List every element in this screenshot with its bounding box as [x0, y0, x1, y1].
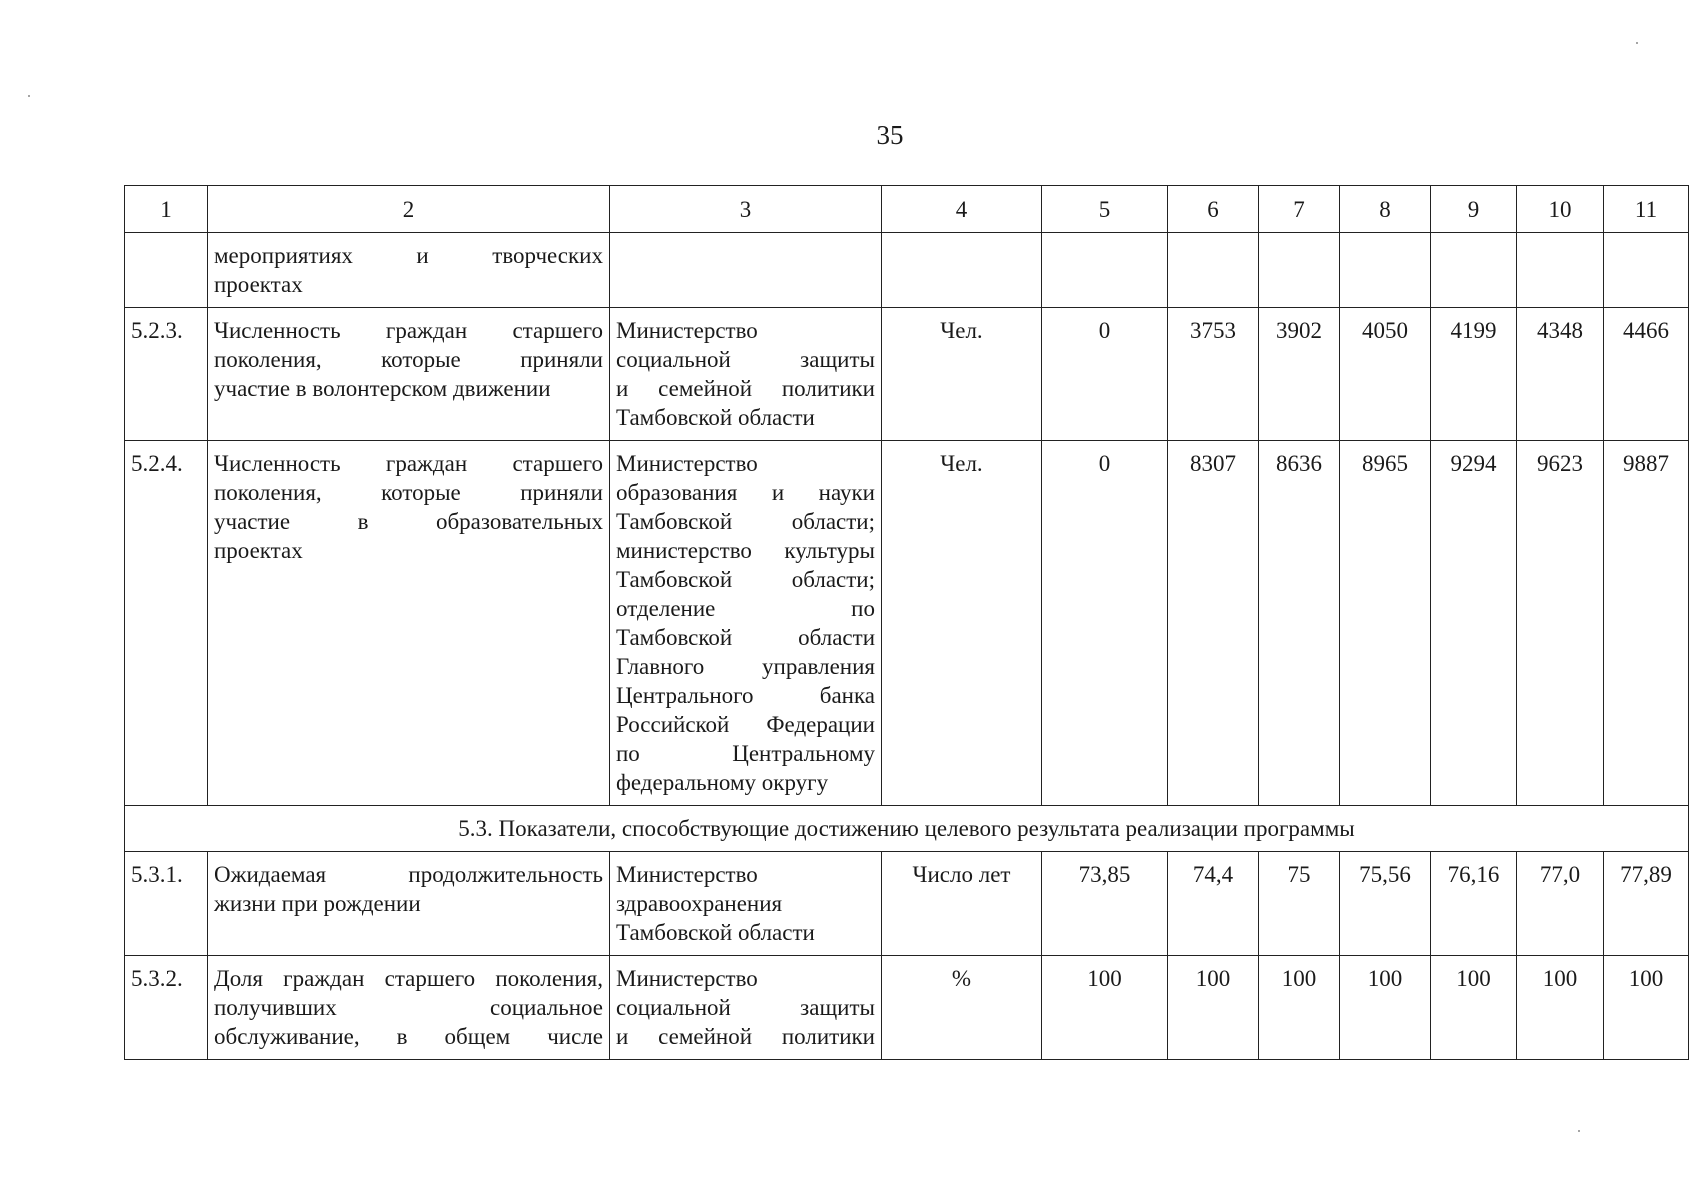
value-cell: 77,89: [1604, 852, 1689, 956]
column-header: 3: [610, 186, 882, 233]
value-cell: 8307: [1168, 441, 1259, 806]
column-header: 5: [1042, 186, 1168, 233]
value-cell: 4050: [1340, 308, 1431, 441]
cell-line: и семейной политики: [616, 1024, 875, 1049]
value-cell: 100: [1259, 956, 1340, 1060]
value-cell: [1042, 233, 1168, 308]
indicator-code: 5.3.1.: [125, 852, 208, 956]
cell-line: проектах: [214, 538, 303, 563]
responsible-body: [610, 308, 882, 441]
cell-line: министерство культуры: [616, 538, 875, 563]
column-header: 7: [1259, 186, 1340, 233]
value-cell: 9294: [1431, 441, 1517, 806]
value-cell: 4466: [1604, 308, 1689, 441]
unit-cell: Чел.: [882, 441, 1042, 806]
cell-line: обслуживание, в общем числе: [214, 1024, 603, 1049]
cell-line: Доля граждан старшего поколения,: [214, 966, 603, 991]
indicator-code: [125, 233, 208, 308]
cell-line: образования и науки: [616, 480, 875, 505]
value-cell: 3902: [1259, 308, 1340, 441]
cell-line: мероприятиях и творческих: [214, 243, 603, 268]
value-cell: 0: [1042, 308, 1168, 441]
cell-line: социальной защиты: [616, 995, 875, 1020]
value-cell: 100: [1604, 956, 1689, 1060]
value-cell: 74,4: [1168, 852, 1259, 956]
value-cell: [1431, 233, 1517, 308]
responsible-body: [610, 233, 882, 308]
value-cell: 4348: [1517, 308, 1604, 441]
value-cell: 100: [1517, 956, 1604, 1060]
cell-line: Главного управления: [616, 654, 875, 679]
table-row: [125, 852, 1689, 956]
scan-speck: [1636, 42, 1638, 44]
indicator-name: [208, 956, 610, 1060]
indicator-code: 5.2.3.: [125, 308, 208, 441]
cell-line: поколения, которые приняли: [214, 347, 603, 372]
value-cell: 75,56: [1340, 852, 1431, 956]
value-cell: 73,85: [1042, 852, 1168, 956]
table-header-row: [125, 186, 1689, 233]
value-cell: [1259, 233, 1340, 308]
value-cell: 3753: [1168, 308, 1259, 441]
unit-cell: %: [882, 956, 1042, 1060]
indicators-table: [124, 185, 1689, 1060]
indicator-code: 5.2.4.: [125, 441, 208, 806]
value-cell: 9623: [1517, 441, 1604, 806]
column-header: 6: [1168, 186, 1259, 233]
value-cell: 100: [1042, 956, 1168, 1060]
cell-line: Центрального банка: [616, 683, 875, 708]
cell-line: Численность граждан старшего: [214, 451, 603, 476]
indicator-name: [208, 233, 610, 308]
cell-line: участие в образовательных: [214, 509, 603, 534]
value-cell: [1604, 233, 1689, 308]
cell-line: Министерство: [616, 862, 758, 887]
cell-line: и семейной политики: [616, 376, 875, 401]
table-row: [125, 233, 1689, 308]
indicator-name: [208, 441, 610, 806]
cell-line: федеральному округу: [616, 770, 829, 795]
value-cell: [1340, 233, 1431, 308]
value-cell: 4199: [1431, 308, 1517, 441]
responsible-body: [610, 956, 882, 1060]
scan-speck: [1578, 1130, 1580, 1132]
table-row: [125, 441, 1689, 806]
indicator-name: [208, 308, 610, 441]
table-row: [125, 956, 1689, 1060]
column-header: 4: [882, 186, 1042, 233]
indicator-name: [208, 852, 610, 956]
value-cell: 9887: [1604, 441, 1689, 806]
value-cell: 100: [1168, 956, 1259, 1060]
value-cell: 100: [1431, 956, 1517, 1060]
value-cell: 77,0: [1517, 852, 1604, 956]
cell-line: получивших социальное: [214, 995, 603, 1020]
value-cell: 0: [1042, 441, 1168, 806]
cell-line: Министерство: [616, 318, 758, 343]
value-cell: [1517, 233, 1604, 308]
cell-line: Тамбовской области;: [616, 509, 875, 534]
cell-line: социальной защиты: [616, 347, 875, 372]
cell-line: Тамбовской области: [616, 920, 815, 945]
cell-line: Министерство: [616, 451, 758, 476]
value-cell: 8965: [1340, 441, 1431, 806]
page-number: 35: [876, 120, 904, 150]
table-row: [125, 308, 1689, 441]
column-header: 10: [1517, 186, 1604, 233]
cell-line: Численность граждан старшего: [214, 318, 603, 343]
value-cell: [1168, 233, 1259, 308]
cell-line: участие в волонтерском движении: [214, 376, 551, 401]
cell-line: жизни при рождении: [214, 891, 421, 916]
value-cell: 76,16: [1431, 852, 1517, 956]
section-title: 5.3. Показатели, способствующие достижению целевого результата реализации программы: [125, 806, 1689, 852]
cell-line: проектах: [214, 272, 303, 297]
section-row: [125, 806, 1689, 852]
column-header: 8: [1340, 186, 1431, 233]
value-cell: 8636: [1259, 441, 1340, 806]
cell-line: поколения, которые приняли: [214, 480, 603, 505]
table-body: [125, 186, 1689, 1060]
scan-speck: [28, 95, 30, 97]
value-cell: 100: [1340, 956, 1431, 1060]
cell-line: Ожидаемая продолжительность: [214, 862, 603, 887]
cell-line: Тамбовской области;: [616, 567, 875, 592]
cell-line: отделение по: [616, 596, 875, 621]
responsible-body: [610, 852, 882, 956]
cell-line: по Центральному: [616, 741, 875, 766]
cell-line: Тамбовской области: [616, 625, 875, 650]
cell-line: Тамбовской области: [616, 405, 815, 430]
unit-cell: Число лет: [882, 852, 1042, 956]
cell-line: Российской Федерации: [616, 712, 875, 737]
cell-line: Министерство: [616, 966, 758, 991]
indicator-code: 5.3.2.: [125, 956, 208, 1060]
unit-cell: Чел.: [882, 308, 1042, 441]
unit-cell: [882, 233, 1042, 308]
column-header: 2: [208, 186, 610, 233]
column-header: 1: [125, 186, 208, 233]
value-cell: 75: [1259, 852, 1340, 956]
column-header: 11: [1604, 186, 1689, 233]
column-header: 9: [1431, 186, 1517, 233]
responsible-body: [610, 441, 882, 806]
cell-line: здравоохранения: [616, 891, 783, 916]
